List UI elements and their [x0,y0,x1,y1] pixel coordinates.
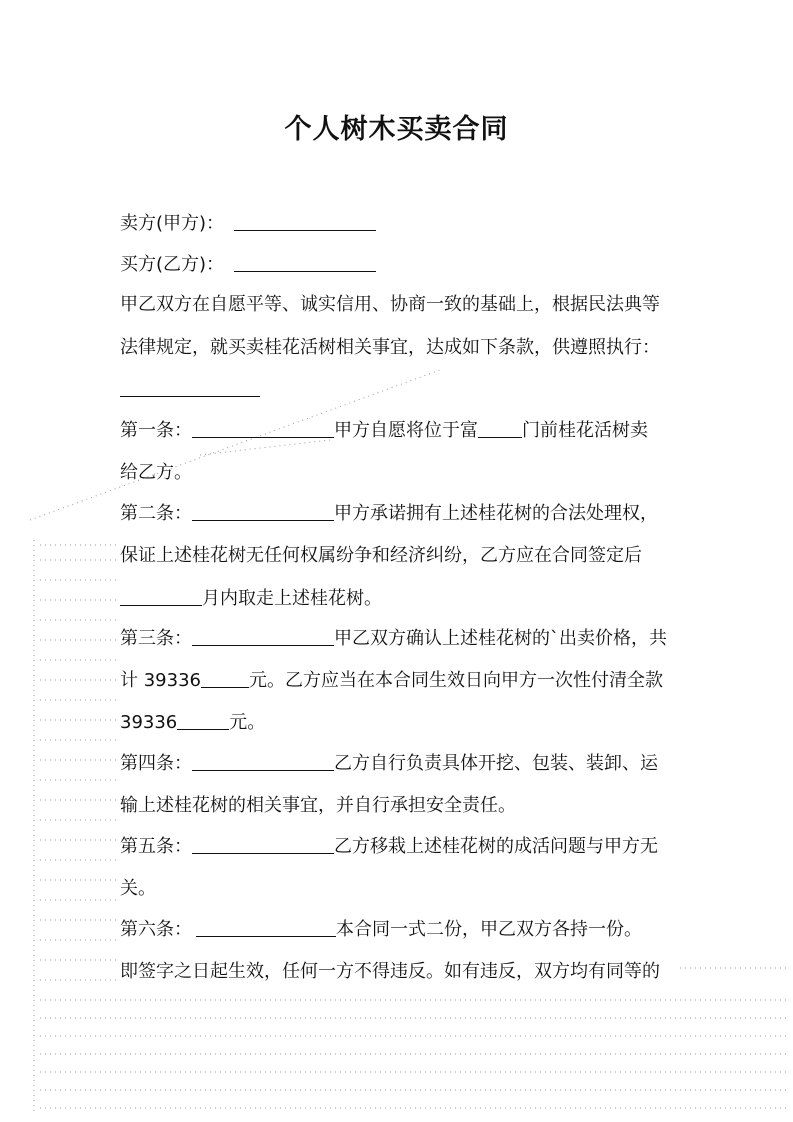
article-2-blank[interactable] [192,502,334,521]
article-6-blank[interactable] [196,918,336,937]
article-3-payment-blank[interactable] [177,711,229,730]
article-5-label: 第五条： [120,836,192,857]
article-6-label: 第六条： [120,919,192,940]
article-2-month-blank[interactable] [120,587,202,606]
article-3-line-2-text: 元。乙方应当在本合同生效日向甲方一次性付清全款 [248,670,663,691]
article-6-line-1 [120,917,642,943]
intro-blank[interactable] [120,378,260,397]
buyer-blank[interactable] [234,253,376,272]
article-4-line-2: 输上述桂花树的相关事宜，并自行承担安全责任。 [120,795,516,816]
intro-line-2: 法律规定，就买卖桂花活树相关事宜，达成如下条款，供遵照执行： [120,337,660,358]
article-5-line-1 [120,834,658,860]
buyer-label: 买方(乙方)： [120,254,225,275]
article-2-text-a: 甲方承诺拥有上述桂花树的合法处理权， [334,503,658,524]
article-3-line-1 [120,626,667,652]
article-2-line-1 [120,501,658,527]
buyer-line [120,252,376,278]
article-5-line-2: 关。 [120,878,156,899]
article-3-line-3 [120,710,265,736]
article-6-line-2: 即签字之日起生效，任何一方不得违反。如有违反，双方均有同等的 [120,961,660,982]
intro-line-1: 甲乙双方在自愿平等、诚实信用、协商一致的基础上，根据民法典等 [120,294,660,315]
article-3-price: 计 39336 [120,670,201,691]
article-3-price-blank[interactable] [201,669,249,688]
article-4-label: 第四条： [120,753,192,774]
seller-blank[interactable] [234,212,376,231]
article-2-line-3 [120,586,382,612]
article-1-blank[interactable] [192,419,334,438]
article-3-full-payment: 39336 [120,712,178,733]
article-6-text-a: 本合同一式二份，甲乙双方各持一份。 [336,919,642,940]
article-1-line-1 [120,418,648,444]
article-1-line-2: 给乙方。 [120,462,192,483]
article-5-blank[interactable] [192,835,334,854]
article-3-label: 第三条： [120,628,192,649]
article-3-line-3-text: 元。 [229,712,266,733]
seller-line [120,211,376,237]
article-4-text-a: 乙方自行负责具体开挖、包装、装卸、运 [334,753,658,774]
article-4-line-1 [120,751,658,777]
article-1-label: 第一条： [120,420,192,441]
article-5-text-a: 乙方移栽上述桂花树的成活问题与甲方无 [334,836,658,857]
article-2-line-2: 保证上述桂花树无任何权属纷争和经济纠纷，乙方应在合同签定后 [120,545,642,566]
article-1-text-a: 甲方自愿将位于富 [334,420,478,441]
intro-blank-line [120,377,260,403]
article-3-blank[interactable] [192,627,334,646]
article-2-line-3-text: 月内取走上述桂花树。 [202,588,382,609]
article-1-location-blank[interactable] [478,419,522,438]
article-3-text-a: 甲乙双方确认上述桂花树的`出卖价格，共 [334,628,667,649]
seller-label: 卖方(甲方)： [120,213,225,234]
article-3-line-2 [120,668,663,694]
document-title: 个人树木买卖合同 [284,114,509,145]
article-1-text-b: 门前桂花活树卖 [522,420,648,441]
article-4-blank[interactable] [192,752,334,771]
article-2-label: 第二条： [120,503,192,524]
